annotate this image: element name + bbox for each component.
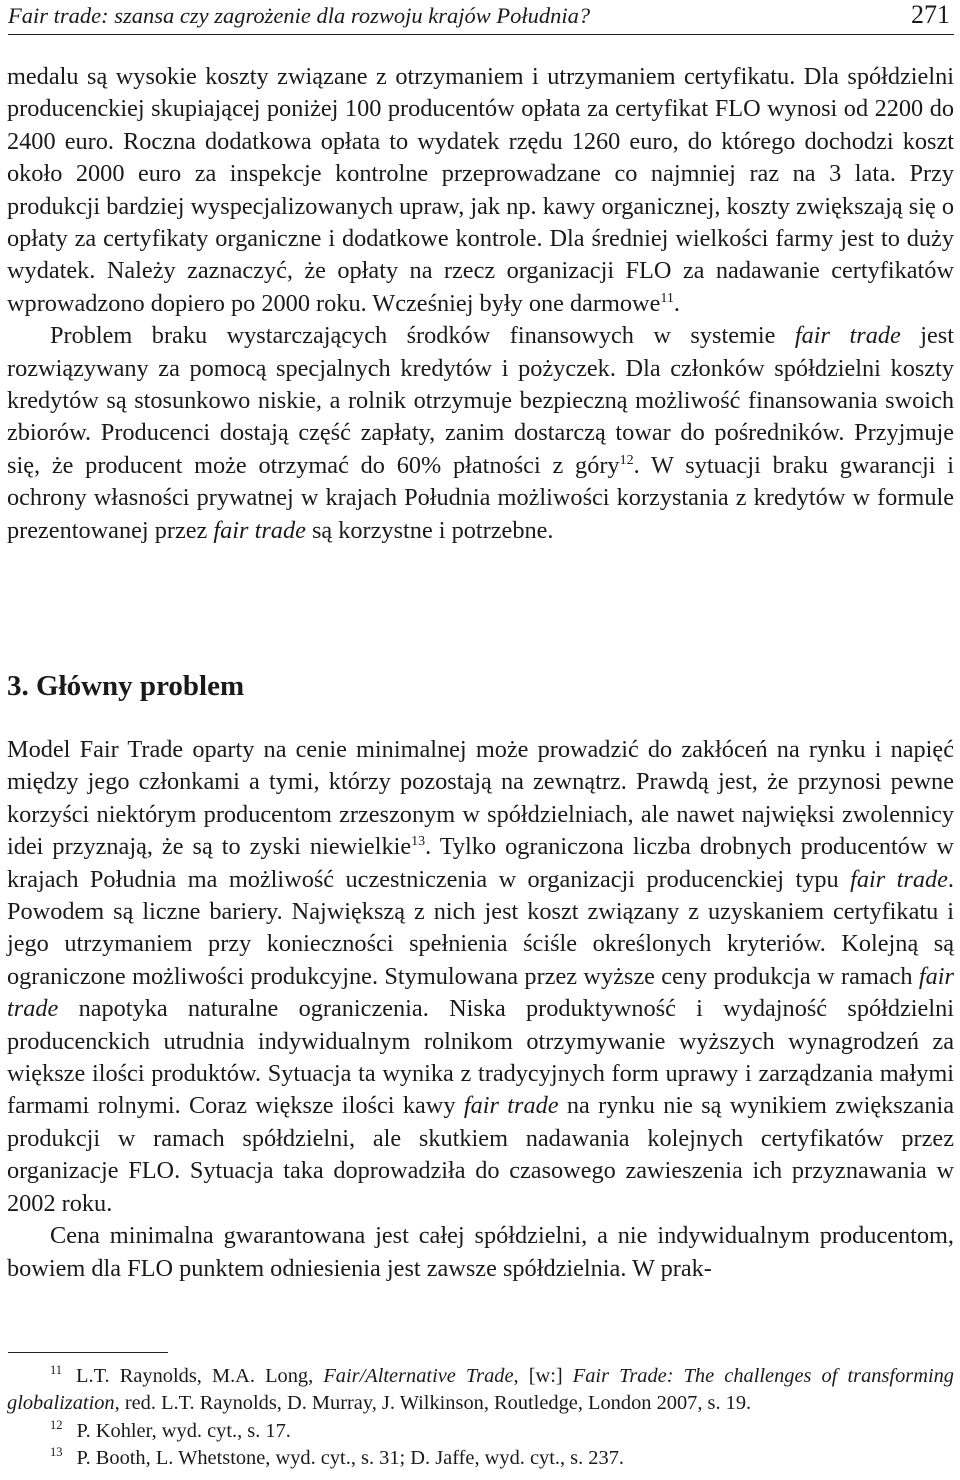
paragraph-2-text-c: . W sytuacji braku gwarancji i ochrony własności prywatnej w krajach Południa możliwości korzystania z kredytów w formule prezentowanej przez	[7, 451, 954, 544]
paragraph-1	[7, 61, 954, 320]
footnote-rule	[8, 1352, 168, 1353]
paragraph-2	[7, 320, 954, 547]
running-title-italic: Fair trade	[8, 3, 102, 28]
footnote-11-number: 11	[50, 1363, 63, 1377]
footnote-ref-13: 13	[411, 834, 426, 850]
footnote-13-number: 13	[50, 1445, 63, 1460]
footnote-12-text: P. Kohler, wyd. cyt., s. 17.	[76, 1419, 291, 1442]
paragraph-3-text-d: napotyka naturalne ograniczenia. Niska produktywność i wydajność spółdzielni producenckich utrudnia indywidualnym rolnikom otrzymywanie wyższych wynagrodzeń za większe ilości produktów. Sytuacja ta wynika z tradycyjnych form uprawy i zarządzania małymi farmami rolnymi. Coraz większe ilości kawy	[7, 995, 954, 1120]
paragraph-3-text-e: na rynku nie są wynikiem zwiększania produkcji w ramach spółdzielni, ale skutkiem nadawania kolejnych certyfikatów przez organizacje FLO. Sytuacja taka doprowadziła do czasowego zawieszenia ich przyznawania w 2002 roku.	[7, 1092, 955, 1217]
section-heading: 3. Główny problem	[7, 670, 245, 702]
paragraph-3	[7, 734, 954, 1220]
running-title-rest: : szansa czy zagrożenie dla rozwoju krajów Południa?	[101, 3, 591, 28]
footnote-11-text-b: , [w:]	[513, 1365, 573, 1387]
footnote-11-text-a: L.T. Raynolds, M.A. Long,	[76, 1365, 324, 1387]
paragraph-3-text-a: Model Fair Trade oparty na cenie minimalnej może prowadzić do zakłóceń na rynku i napięć między jego członkami a tymi, którzy pozostają na zewnątrz. Prawdą jest, że przynosi pewne korzyści niektórym producentom zrzeszonym w spółdzielniach, ale nawet najwięksi zwolennicy idei przyznają, że są to zyski niewielkie	[7, 736, 954, 861]
paragraph-3-text-c: . Powodem są liczne bariery. Największą z nich jest koszt związany z uzyskaniem certyfikatu i jego utrzymaniem przy konieczności spełnienia ściśle określonych kryteriów. Kolejną są ograniczone możliwości produkcyjne. Stymulowana przez wyższe ceny produkcja w ramach	[7, 865, 954, 990]
footnote-ref-12: 12	[619, 452, 634, 468]
footnote-13-text: P. Booth, L. Whetstone, wyd. cyt., s. 31; D. Jaffe, wyd. cyt., s. 237.	[76, 1447, 624, 1470]
footnotes	[7, 1363, 954, 1473]
body-text-bottom	[7, 734, 954, 1285]
paragraph-3-italic-1: fair trade	[850, 865, 948, 893]
paragraph-1-text: medalu są wysokie koszty związane z otrzymaniem i utrzymaniem certyfikatu. Dla spółdzielni producenckiej skupiającej poniżej 100 producentów opłata za certyfikat FLO wynosi od 2200 do 2400 euro. Roczna dodatkowa opłata to wydatek rzędu 1260 euro, do którego dochodzi koszt około 2000 euro za inspekcje kontrolne przeprowadzane co najmniej raz na 3 lata. Przy produkcji bardziej wyspecjalizowanych upraw, jak np. kawy organicznej, koszty zwiększają się o opłaty za certyfikaty organiczne i dodatkowe kontrole. Dla średniej wielkości farmy jest to duży wydatek. Należy zaznaczyć, że opłaty na rzecz organizacji FLO za nadawanie certyfikatów wprowadzono dopiero po 2000 roku. Wcześniej były one darmowe	[7, 63, 954, 317]
running-title	[8, 0, 590, 32]
page-number: 271	[911, 0, 950, 29]
footnote-12	[7, 1418, 954, 1445]
paragraph-2-text-a: Problem braku wystarczających środków finansowych w systemie	[50, 322, 795, 350]
footnote-11	[7, 1363, 954, 1418]
paragraph-2-text-d: są korzystne i potrzebne.	[305, 516, 554, 544]
footnote-13	[7, 1445, 954, 1472]
footnote-11-italic-2: Fair Trade: The challenges of transforming globalization	[7, 1365, 955, 1415]
paragraph-4: Cena minimalna gwarantowana jest całej spółdzielni, a nie indywidualnym producentom, bowiem dla FLO punktem odniesienia jest zawsze spółdzielnia. W prak-	[7, 1222, 954, 1282]
header-rule	[8, 34, 954, 35]
paragraph-1-end: .	[673, 289, 680, 317]
paragraph-3-text-b: . Tylko ograniczona liczba drobnych producentów w krajach Południa ma możliwość uczestniczenia w organizacji producenckiej typu	[7, 833, 954, 893]
footnote-12-number: 12	[50, 1417, 63, 1432]
footnote-11-text-c: , red. L.T. Raynolds, D. Murray, J. Wilkinson, Routledge, London 2007, s. 19.	[114, 1392, 752, 1415]
paragraph-2-text-b: jest rozwiązywany za pomocą specjalnych kredytów i pożyczek. Dla członków spółdzielni koszty kredytów są stosunkowo niskie, a rolnik otrzymuje bezpieczną możliwość finansowania swoich zbiorów. Producenci dostają część zapłaty, zanim dostarczą towar do pośredników. Przyjmuje się, że producent może otrzymać do 60% płatności z góry	[7, 322, 954, 479]
paragraph-3-italic-3: fair trade	[463, 1092, 559, 1120]
running-header	[8, 0, 952, 36]
paragraph-3-italic-2: fair trade	[7, 962, 954, 1023]
paragraph-2-italic-2: fair trade	[213, 516, 306, 544]
paragraph-2-italic-1: fair trade	[794, 322, 901, 350]
footnote-ref-11: 11	[660, 290, 674, 306]
body-text-top	[7, 61, 954, 547]
footnote-11-italic-1: Fair/Alternative Trade	[323, 1365, 514, 1387]
